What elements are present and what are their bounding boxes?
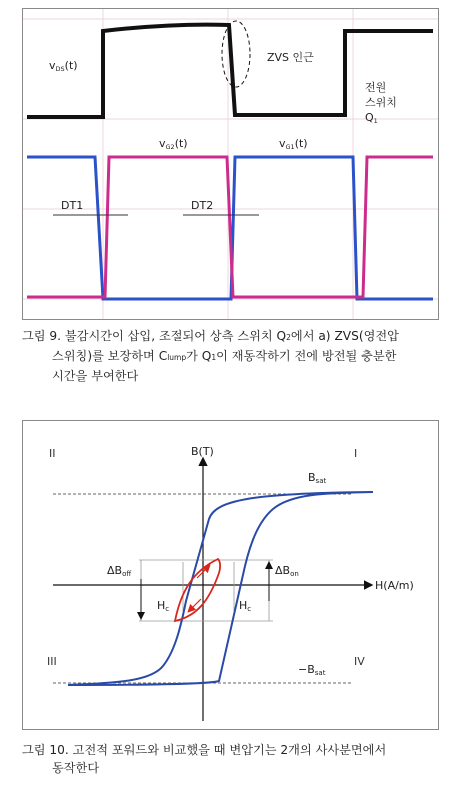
waveform-plot	[23, 9, 438, 319]
bsat-label: Bsat	[308, 471, 327, 485]
quadrant-3-label: III	[47, 655, 57, 668]
x-axis-label: H(A/m)	[375, 579, 414, 592]
power-switch-label-3: Q1	[365, 111, 378, 125]
quadrant-2-label: II	[49, 447, 56, 460]
dt2-label: DT2	[191, 199, 214, 212]
hysteresis-loop	[68, 492, 373, 685]
vg1-label: vG1(t)	[279, 137, 308, 151]
dt1-label: DT1	[61, 199, 84, 212]
figure-9-waveforms	[22, 8, 439, 320]
vds-label: vDS(t)	[49, 59, 78, 73]
vg2-label: vG2(t)	[159, 137, 188, 151]
caption-line-3: 시간을 부여한다	[52, 369, 139, 383]
figure-10-hysteresis	[22, 420, 439, 730]
zvs-label: ZVS 인근	[267, 51, 314, 64]
hysteresis-plot	[23, 421, 438, 729]
caption-line-2: 동작한다	[52, 761, 100, 775]
vg2-waveform	[27, 157, 433, 297]
y-axis-label: B(T)	[191, 445, 214, 458]
quadrant-1-label: I	[354, 447, 358, 460]
figure-9-caption	[22, 327, 452, 385]
zvs-marker	[222, 21, 250, 87]
dboff-label: ΔBoff	[107, 564, 132, 578]
neg-bsat-label: −Bsat	[298, 663, 326, 677]
minor-loop	[175, 559, 220, 621]
dbon-label: ΔBon	[275, 564, 299, 578]
quadrant-4-label: IV	[354, 655, 365, 668]
caption-line-2: 스위칭)를 보장하며 Clump가 Q1이 재동작하기 전에 방전될 충분한	[52, 349, 397, 363]
figure-10-caption	[22, 741, 452, 777]
power-switch-label-1: 전원	[365, 81, 387, 94]
hc-right-label: Hc	[239, 599, 252, 613]
power-switch-label-2: 스위치	[365, 96, 397, 109]
caption-line-1: 그림 10. 고전적 포워드와 비교했을 때 변압기는 2개의 사사분면에서	[22, 743, 387, 757]
hc-left-label: Hc	[157, 599, 170, 613]
caption-line-1: 그림 9. 불감시간이 삽입, 조절되어 상측 스위치 Q2에서 a) ZVS(영전압	[22, 329, 399, 343]
